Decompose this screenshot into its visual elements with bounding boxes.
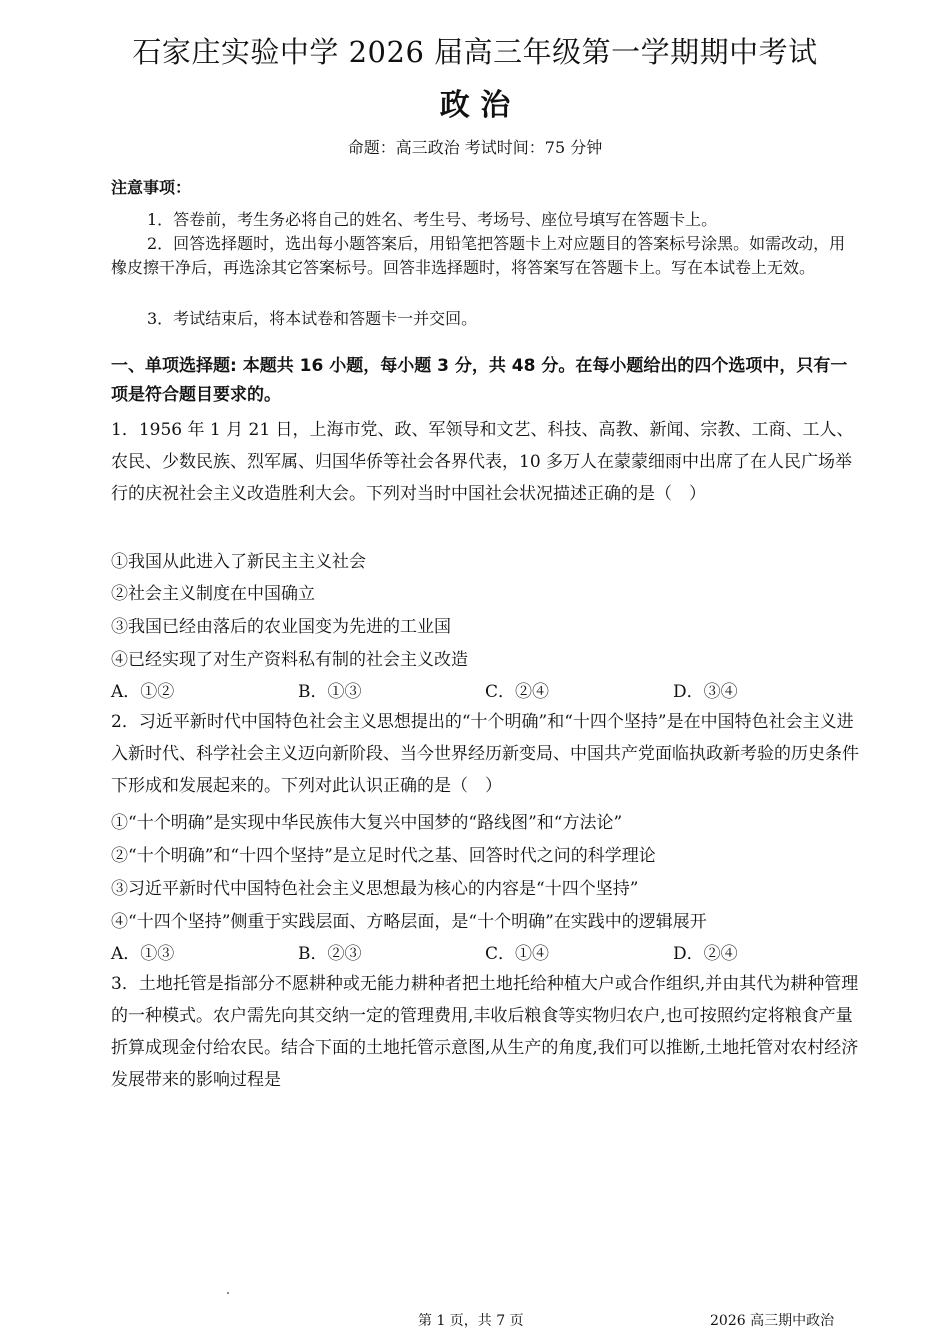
question-1-item-1: ①我国从此进入了新民主主义社会 bbox=[111, 552, 366, 572]
exam-title: 石家庄实验中学 2026 届高三年级第一学期期中考试 bbox=[132, 35, 818, 69]
question-2-item-4: ④“十四个坚持”侧重于实践层面、方略层面，是“十个明确”在实践中的逻辑展开 bbox=[111, 912, 707, 932]
question-1-option-d: D．③④ bbox=[673, 682, 738, 702]
notice-item-3: 3．考试结束后，将本试卷和答题卡一并交回。 bbox=[147, 309, 478, 328]
question-1-item-4: ④已经实现了对生产资料私有制的社会主义改造 bbox=[111, 650, 468, 670]
question-1-item-3: ③我国已经由落后的农业国变为先进的工业国 bbox=[111, 617, 451, 637]
subject-title: 政 治 bbox=[439, 88, 511, 123]
notice-heading: 注意事项： bbox=[111, 178, 192, 197]
footer-exam-label: 2026 高三期中政治 bbox=[710, 1313, 835, 1329]
question-2-item-2: ②“十个明确”和“十四个坚持”是立足时代之基、回答时代之问的科学理论 bbox=[111, 846, 656, 866]
question-3-stem: 3．土地托管是指部分不愿耕种或无能力耕种者把土地托给种植大户或合作组织,并由其代为耕种管理的一种模式。农户需先向其交纳一定的管理费用,丰收后粮食等实物归农户,也可按照约定将粮食产量折算成现金付给农民。结合下面的土地托管示意图,从生产的角度,我们可以推断,土地托管对农村经济发展带来的影响过程是 bbox=[111, 974, 859, 1090]
question-2-option-a: A．①③ bbox=[111, 944, 175, 964]
scan-dot bbox=[227, 1292, 229, 1294]
question-2-option-c: C．①④ bbox=[485, 944, 550, 964]
page-number: 第 1 页，共 7 页 bbox=[418, 1313, 524, 1329]
question-1-option-a: A．①② bbox=[111, 682, 175, 702]
section-1-heading: 一、单项选择题: 本题共 16 小题，每小题 3 分，共 48 分。在每小题给出的四个选项中，只有一项是符合题目要求的。 bbox=[111, 356, 848, 405]
notice-item-1: 1．答卷前，考生务必将自己的姓名、考生号、考场号、座位号填写在答题卡上。 bbox=[147, 210, 718, 229]
question-2-option-b: B．②③ bbox=[298, 944, 362, 964]
question-1-stem: 1．1956 年 1 月 21 日，上海市党、政、军领导和文艺、科技、高教、新闻、宗教、工商、工人、农民、少数民族、烈军属、归国华侨等社会各界代表，10 多万人在蒙蒙细雨中出席了在人民广场举行的庆祝社会主义改造胜利大会。下列对当时中国社会状况描述正确的是（ ） bbox=[111, 420, 854, 504]
question-2-item-1: ①“十个明确”是实现中华民族伟大复兴中国梦的“路线图”和“方法论” bbox=[111, 813, 623, 833]
question-1-item-2: ②社会主义制度在中国确立 bbox=[111, 584, 315, 604]
question-2-item-3: ③习近平新时代中国特色社会主义思想最为核心的内容是“十四个坚持” bbox=[111, 879, 639, 899]
question-1-option-b: B．①③ bbox=[298, 682, 362, 702]
notice-item-2: 2．回答选择题时，选出每小题答案后，用铅笔把答题卡上对应题目的答案标号涂黑。如需改动，用橡皮擦干净后，再选涂其它答案标号。回答非选择题时，将答案写在答题卡上。写在本试卷上无效。 bbox=[111, 234, 846, 277]
exam-meta: 命题：高三政治 考试时间：75 分钟 bbox=[347, 138, 603, 157]
question-2-option-d: D．②④ bbox=[673, 944, 738, 964]
question-2-stem: 2．习近平新时代中国特色社会主义思想提出的“十个明确”和“十四个坚持”是在中国特色社会主义进入新时代、科学社会主义迈向新阶段、当今世界经历新变局、中国共产党面临执政新考验的历史条件下形成和发展起来的。下列对此认识正确的是（ ） bbox=[111, 712, 859, 796]
question-1-option-c: C．②④ bbox=[485, 682, 550, 702]
